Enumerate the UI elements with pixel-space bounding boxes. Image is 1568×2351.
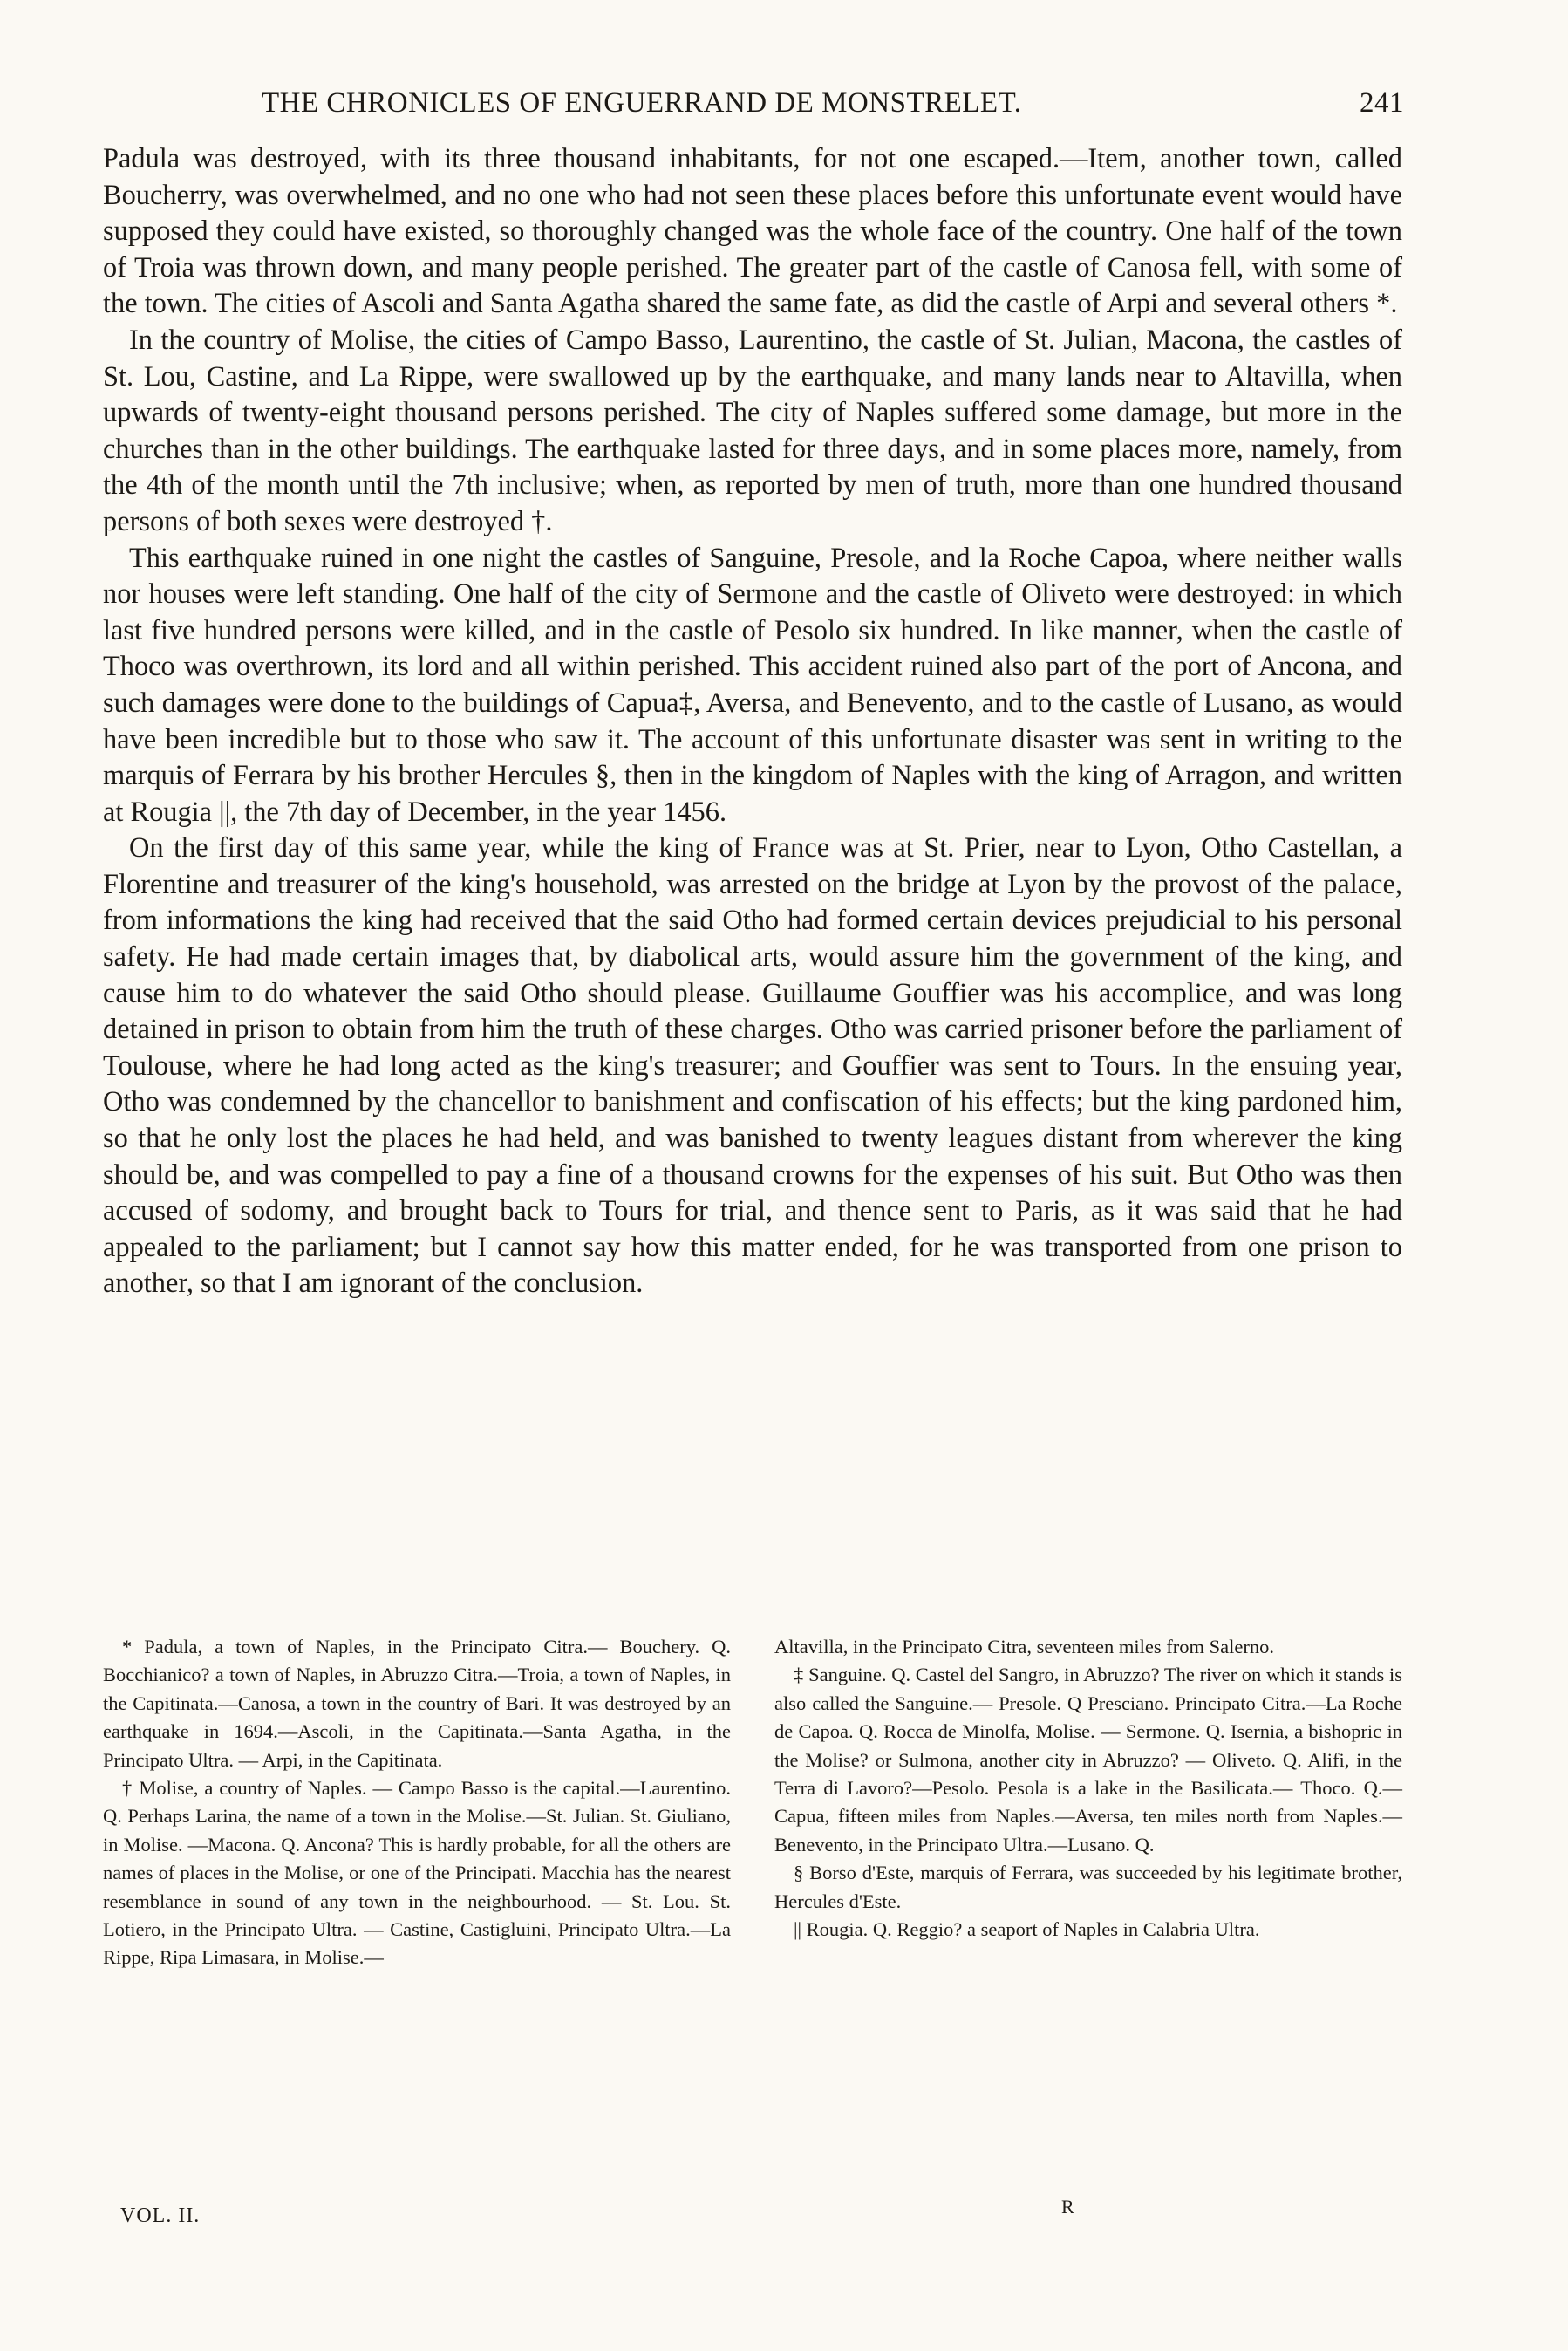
footnotes-left-column bbox=[103, 1633, 731, 1972]
footnote: † Molise, a country of Naples. — Campo Basso is the capital.—Laurentino. Q. Perhaps Larina, the name of a town in the Molise.—St. Julian. St. Giuliano, in Molise. —Macona. Q. Ancona? This is hardly probable, for all the others are names of places in the Molise, or one of the Principati. Macchia has the nearest resemblance in sound of any town in the neighbourhood. — St. Lou. St. Lotiero, in the Principato Ultra. — Castine, Castigluini, Principato Ultra.—La Rippe, Ripa Limasara, in Molise.— bbox=[103, 1777, 731, 1969]
footnote: * Padula, a town of Naples, in the Principato Citra.— Bouchery. Q. Bocchianico? a town of Naples, in Abruzzo Citra.—Troia, a town of Naples, in the Capitinata.—Canosa, a town in the country of Bari. It was destroyed by an earthquake in 1694.—Ascoli, in the Capitinata.—Santa Agatha, in the Principato Ultra. — Arpi, in the Capitinata. bbox=[103, 1636, 731, 1771]
main-text bbox=[103, 141, 1402, 1302]
paragraph: On the first day of this same year, while the king of France was at St. Prier, near to Lyon, Otho Castellan, a Florentine and treasurer of the king's household, was arrested on the bridge at Lyon by the provost of the palace, from informations the king had received that the said Otho had formed certain devices prejudicial to his personal safety. He had made certain images that, by diabolical arts, would assure him the government of the king, and cause him to do whatever the said Otho should please. Guillaume Gouffier was his accomplice, and was long detained in prison to obtain from him the truth of these charges. Otho was carried prisoner before the parliament of Toulouse, where he had long acted as the king's treasurer; and Gouffier was sent to Tours. In the ensuing year, Otho was condemned by the chancellor to banishment and confiscation of his effects; but the king pardoned him, so that he only lost the places he had held, and was banished to twenty leagues distant from wherever the king should be, and was compelled to pay a fine of a thousand crowns for the expenses of his suit. But Otho was then accused of sodomy, and brought back to Tours for trial, and thence sent to Paris, as it was said that he had appealed to the parliament; but I cannot say how this matter ended, for he was transported from one prison to another, so that I am ignorant of the conclusion. bbox=[103, 832, 1402, 1300]
paragraph: Padula was destroyed, with its three thousand inhabitants, for not one escaped.—Item, another town, called Boucherry, was overwhelmed, and no one who had not seen these places before this unfortunate event would have supposed they could have existed, so thoroughly changed was the whole face of the country. One half of the town of Troia was thrown down, and many people perished. The greater part of the castle of Canosa fell, with some of the town. The cities of Ascoli and Santa Agatha shared the same fate, as did the castle of Arpi and several others *. bbox=[103, 143, 1402, 320]
paragraph: This earthquake ruined in one night the castles of Sanguine, Presole, and la Roche Capoa, where neither walls nor houses were left standing. One half of the city of Sermone and the castle of Oliveto were destroyed: in which last five hundred persons were killed, and in the castle of Pesolo six hundred. In like manner, when the castle of Thoco was overthrown, its lord and all within perished. This accident ruined also part of the port of Ancona, and such damages were done to the buildings of Capua‡, Aversa, and Benevento, and to the castle of Lusano, as would have been incredible but to those who saw it. The account of this unfortunate disaster was sent in writing to the marquis of Ferrara by his brother Hercules §, then in the kingdom of Naples with the king of Arragon, and written at Rougia ||, the 7th day of December, in the year 1456. bbox=[103, 542, 1402, 828]
signature-mark: R bbox=[1061, 2196, 1074, 2218]
footnote: § Borso d'Este, marquis of Ferrara, was succeeded by his legitimate brother, Hercules d'Este. bbox=[774, 1862, 1402, 1912]
running-title: THE CHRONICLES OF ENGUERRAND DE MONSTRELET. bbox=[262, 87, 1022, 119]
volume-label: VOL. II. bbox=[120, 2204, 201, 2227]
footnotes bbox=[103, 1633, 1402, 1972]
page-number: 241 bbox=[1360, 87, 1404, 119]
footnote: ‡ Sanguine. Q. Castel del Sangro, in Abruzzo? The river on which it stands is also called the Sanguine.— Presole. Q Presciano. Principato Citra.—La Roche de Capoa. Q. Rocca de Minolfa, Molise. — Sermone. Q. Isernia, a bishopric in the Molise? or Sulmona, another city in Abruzzo? — Oliveto. Q. Alifi, in the Terra di Lavoro?—Pesolo. Pesola is a lake in the Basilicata.— Thoco. Q.—Capua, fifteen miles from Naples.—Aversa, ten miles north from Naples.—Benevento, in the Principato Ultra.—Lusano. Q. bbox=[774, 1664, 1402, 1856]
footnotes-right-column bbox=[774, 1633, 1402, 1972]
footnote: || Rougia. Q. Reggio? a seaport of Naples in Calabria Ultra. bbox=[794, 1918, 1260, 1941]
footnote-continuation: Altavilla, in the Principato Citra, seventeen miles from Salerno. bbox=[774, 1636, 1274, 1657]
paragraph: In the country of Molise, the cities of Campo Basso, Laurentino, the castle of St. Julian, Macona, the castles of St. Lou, Castine, and La Rippe, were swallowed up by the earthquake, and many lands near to Altavilla, when upwards of twenty-eight thousand persons perished. The city of Naples suffered some damage, but more in the churches than in the other buildings. The earthquake lasted for three days, and in some places more, namely, from the 4th of the month until the 7th inclusive; when, as reported by men of truth, more than one hundred thousand persons of both sexes were destroyed †. bbox=[103, 324, 1402, 537]
